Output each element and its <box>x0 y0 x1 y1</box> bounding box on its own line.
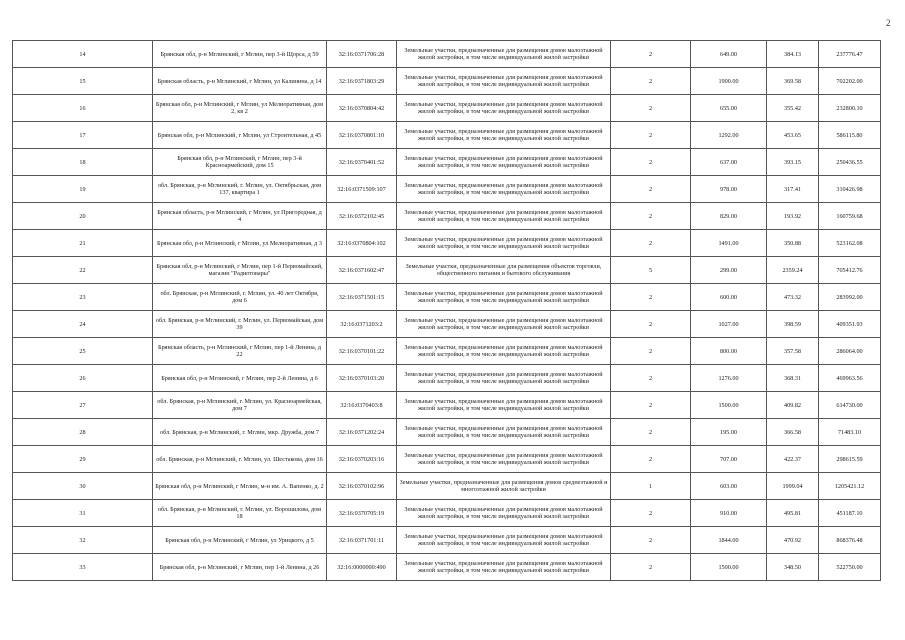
address-cell: Брянская обл, р-н Мглинский, г Мглин, ул Мелиоративная, д 3 <box>153 230 327 257</box>
address-cell: Брянская область, р-н Мглинский, г Мглин, ул Пригородная, д 4 <box>153 203 327 230</box>
cadastral-number-cell: 32:16:0370705:19 <box>327 500 397 527</box>
row-number: 29 <box>13 446 153 473</box>
group-code-cell: 2 <box>611 500 691 527</box>
table-row <box>13 554 881 581</box>
specific-value-cell: 369.58 <box>767 68 819 95</box>
specific-value-cell: 366.58 <box>767 419 819 446</box>
cadastral-number-cell: 32:16:0371203:2 <box>327 311 397 338</box>
specific-value-cell: 384.13 <box>767 41 819 68</box>
address-cell: Брянская обл, р-н Мглинский, г Мглин, м-н им. А. Вапенко, д. 2 <box>153 473 327 500</box>
area-cell: 1292.00 <box>691 122 767 149</box>
table-row <box>13 176 881 203</box>
table-row <box>13 95 881 122</box>
area-cell: 649.00 <box>691 41 767 68</box>
land-register-table <box>12 40 881 581</box>
permitted-use-cell: Земельные участки, предназначенные для размещения домов среднеэтажной и многоэтажной жилой застройки <box>397 473 611 500</box>
address-cell: обл. Брянская, р-н Мглинский, г. Мглин, ул. Первомайская, дом 39 <box>153 311 327 338</box>
cadastral-number-cell: 32:16:0370804:42 <box>327 95 397 122</box>
table-row <box>13 230 881 257</box>
specific-value-cell: 398.59 <box>767 311 819 338</box>
area-cell: 1027.00 <box>691 311 767 338</box>
row-number: 18 <box>13 149 153 176</box>
cadastral-number-cell: 32:16:0370401:52 <box>327 149 397 176</box>
page-number: 2 <box>886 18 891 28</box>
specific-value-cell: 357.58 <box>767 338 819 365</box>
group-code-cell: 2 <box>611 149 691 176</box>
row-number: 25 <box>13 338 153 365</box>
area-cell: 1491.00 <box>691 230 767 257</box>
table-row <box>13 446 881 473</box>
table-row <box>13 500 881 527</box>
permitted-use-cell: Земельные участки, предназначенные для размещения домов малоэтажной жилой застройки, в том числе индивидуальной жилой застройки <box>397 176 611 203</box>
cadastral-value-cell: 409351.93 <box>819 311 881 338</box>
permitted-use-cell: Земельные участки, предназначенные для размещения домов малоэтажной жилой застройки, в том числе индивидуальной жилой застройки <box>397 419 611 446</box>
area-cell: 655.00 <box>691 95 767 122</box>
address-cell: обл. Брянская, р-н Мглинский, г. Мглин, мкр. Дружба, дом 7 <box>153 419 327 446</box>
row-number: 33 <box>13 554 153 581</box>
cadastral-value-cell: 298615.59 <box>819 446 881 473</box>
specific-value-cell: 453.65 <box>767 122 819 149</box>
address-cell: Брянская обл, р-н Мглинский, г Мглин, пер 3-й Красноармейский, дом 15 <box>153 149 327 176</box>
address-cell: обл. Брянская, р-н Мглинский, г. Мглин, ул. Красноармейская, дом 7 <box>153 392 327 419</box>
permitted-use-cell: Земельные участки, предназначенные для размещения домов малоэтажной жилой застройки, в том числе индивидуальной жилой застройки <box>397 311 611 338</box>
row-number: 23 <box>13 284 153 311</box>
cadastral-value-cell: 702202.00 <box>819 68 881 95</box>
specific-value-cell: 348.50 <box>767 554 819 581</box>
address-cell: обл. Брянская, р-н Мглинский, г. Мглин, ул. Шестакова, дом 16 <box>153 446 327 473</box>
permitted-use-cell: Земельные участки, предназначенные для размещения домов малоэтажной жилой застройки, в том числе индивидуальной жилой застройки <box>397 149 611 176</box>
cadastral-number-cell: 32:16:0371501:15 <box>327 284 397 311</box>
permitted-use-cell: Земельные участки, предназначенные для размещения домов малоэтажной жилой застройки, в том числе индивидуальной жилой застройки <box>397 68 611 95</box>
cadastral-value-cell: 283992.00 <box>819 284 881 311</box>
permitted-use-cell: Земельные участки, предназначенные для размещения домов малоэтажной жилой застройки, в том числе индивидуальной жилой застройки <box>397 95 611 122</box>
address-cell: обл. Брянская, р-н Мглинский, г. Мглин, ул. Ворошилова, дом 18 <box>153 500 327 527</box>
group-code-cell: 2 <box>611 203 691 230</box>
area-cell: 1900.00 <box>691 68 767 95</box>
specific-value-cell: 350.88 <box>767 230 819 257</box>
area-cell: 299.00 <box>691 257 767 284</box>
table-row <box>13 338 881 365</box>
specific-value-cell: 470.92 <box>767 527 819 554</box>
cadastral-value-cell: 237776.47 <box>819 41 881 68</box>
cadastral-value-cell: 522750.00 <box>819 554 881 581</box>
permitted-use-cell: Земельные участки, предназначенные для размещения домов малоэтажной жилой застройки, в том числе индивидуальной жилой застройки <box>397 338 611 365</box>
specific-value-cell: 317.41 <box>767 176 819 203</box>
area-cell: 1500.00 <box>691 554 767 581</box>
specific-value-cell: 368.31 <box>767 365 819 392</box>
address-cell: Брянская обл, р-н Мглинский, г Мглин, пер 1-й Ленина, д 26 <box>153 554 327 581</box>
row-number: 15 <box>13 68 153 95</box>
area-cell: 829.00 <box>691 203 767 230</box>
area-cell: 978.00 <box>691 176 767 203</box>
table-row <box>13 203 881 230</box>
table-row <box>13 473 881 500</box>
group-code-cell: 2 <box>611 419 691 446</box>
address-cell: Брянская обл, р-н Мглинский, г Мглин, ул Строительная, д 45 <box>153 122 327 149</box>
row-number: 26 <box>13 365 153 392</box>
permitted-use-cell: Земельные участки, предназначенные для размещения домов малоэтажной жилой застройки, в том числе индивидуальной жилой застройки <box>397 284 611 311</box>
cadastral-value-cell: 1205421.12 <box>819 473 881 500</box>
permitted-use-cell: Земельные участки, предназначенные для размещения объектов торговли, общественного питания и бытового обслуживания <box>397 257 611 284</box>
group-code-cell: 2 <box>611 365 691 392</box>
group-code-cell: 2 <box>611 122 691 149</box>
permitted-use-cell: Земельные участки, предназначенные для размещения домов малоэтажной жилой застройки, в том числе индивидуальной жилой застройки <box>397 230 611 257</box>
table-row <box>13 257 881 284</box>
group-code-cell: 2 <box>611 392 691 419</box>
cadastral-value-cell: 868376.48 <box>819 527 881 554</box>
row-number: 31 <box>13 500 153 527</box>
specific-value-cell: 473.32 <box>767 284 819 311</box>
row-number: 24 <box>13 311 153 338</box>
area-cell: 910.00 <box>691 500 767 527</box>
group-code-cell: 2 <box>611 176 691 203</box>
cadastral-number-cell: 32:16:0370203:16 <box>327 446 397 473</box>
cadastral-value-cell: 705412.76 <box>819 257 881 284</box>
table-row <box>13 365 881 392</box>
cadastral-number-cell: 32:16:0371202:24 <box>327 419 397 446</box>
table-row <box>13 527 881 554</box>
group-code-cell: 5 <box>611 257 691 284</box>
permitted-use-cell: Земельные участки, предназначенные для размещения домов малоэтажной жилой застройки, в том числе индивидуальной жилой застройки <box>397 554 611 581</box>
cadastral-number-cell: 32:16:0371602:47 <box>327 257 397 284</box>
address-cell: Брянская обл, р-н Мглинский, г Мглин, пер 3-й Щорса, д 59 <box>153 41 327 68</box>
area-cell: 800.00 <box>691 338 767 365</box>
table-row <box>13 311 881 338</box>
area-cell: 603.00 <box>691 473 767 500</box>
permitted-use-cell: Земельные участки, предназначенные для размещения домов малоэтажной жилой застройки, в том числе индивидуальной жилой застройки <box>397 392 611 419</box>
specific-value-cell: 409.82 <box>767 392 819 419</box>
specific-value-cell: 355.42 <box>767 95 819 122</box>
cadastral-value-cell: 71483.10 <box>819 419 881 446</box>
area-cell: 707.00 <box>691 446 767 473</box>
row-number: 20 <box>13 203 153 230</box>
group-code-cell: 2 <box>611 68 691 95</box>
cadastral-value-cell: 586115.80 <box>819 122 881 149</box>
row-number: 32 <box>13 527 153 554</box>
address-cell: обл. Брянская, р-н Мглинский, г. Мглин, ул. 40 лет Октября, дом 6 <box>153 284 327 311</box>
cadastral-value-cell: 523162.08 <box>819 230 881 257</box>
cadastral-number-cell: 32:16:0371803:29 <box>327 68 397 95</box>
row-number: 30 <box>13 473 153 500</box>
row-number: 22 <box>13 257 153 284</box>
cadastral-number-cell: 32:16:0370403:8 <box>327 392 397 419</box>
specific-value-cell: 1999.04 <box>767 473 819 500</box>
table-row <box>13 41 881 68</box>
permitted-use-cell: Земельные участки, предназначенные для размещения домов малоэтажной жилой застройки, в том числе индивидуальной жилой застройки <box>397 203 611 230</box>
group-code-cell: 2 <box>611 527 691 554</box>
address-cell: Брянская область, р-н Мглинский, г Мглин, ул Калинина, д 14 <box>153 68 327 95</box>
address-cell: Брянская область, р-н Мглинский, г Мглин, пер 1-й Ленина, д 22 <box>153 338 327 365</box>
cadastral-value-cell: 614730.00 <box>819 392 881 419</box>
area-cell: 637.00 <box>691 149 767 176</box>
cadastral-number-cell: 32:16:0371706:28 <box>327 41 397 68</box>
area-cell: 600.00 <box>691 284 767 311</box>
specific-value-cell: 393.15 <box>767 149 819 176</box>
row-number: 16 <box>13 95 153 122</box>
table-row <box>13 392 881 419</box>
row-number: 27 <box>13 392 153 419</box>
specific-value-cell: 193.92 <box>767 203 819 230</box>
address-cell: Брянская обл, р-н Мглинский, г Мглин, ул Мелиоративная, дом 2, кв 2 <box>153 95 327 122</box>
group-code-cell: 2 <box>611 446 691 473</box>
cadastral-number-cell: 32:16:0370801:10 <box>327 122 397 149</box>
address-cell: Брянская обл, р-н Мглинский, г Мглин, пер 1-й Первомайский, магазин "Радиотовары" <box>153 257 327 284</box>
table-row <box>13 122 881 149</box>
specific-value-cell: 2359.24 <box>767 257 819 284</box>
cadastral-value-cell: 286064.00 <box>819 338 881 365</box>
row-number: 28 <box>13 419 153 446</box>
cadastral-number-cell: 32:16:0370102:96 <box>327 473 397 500</box>
cadastral-number-cell: 32:16:0370101:22 <box>327 338 397 365</box>
cadastral-value-cell: 250436.55 <box>819 149 881 176</box>
cadastral-number-cell: 32:16:0000000:490 <box>327 554 397 581</box>
cadastral-number-cell: 32:16:0371701:11 <box>327 527 397 554</box>
group-code-cell: 2 <box>611 554 691 581</box>
cadastral-number-cell: 32:16:0371509:107 <box>327 176 397 203</box>
area-cell: 1276.00 <box>691 365 767 392</box>
table-row <box>13 149 881 176</box>
cadastral-value-cell: 160759.68 <box>819 203 881 230</box>
permitted-use-cell: Земельные участки, предназначенные для размещения домов малоэтажной жилой застройки, в том числе индивидуальной жилой застройки <box>397 122 611 149</box>
area-cell: 1844.00 <box>691 527 767 554</box>
cadastral-number-cell: 32:16:0370804:102 <box>327 230 397 257</box>
permitted-use-cell: Земельные участки, предназначенные для размещения домов малоэтажной жилой застройки, в том числе индивидуальной жилой застройки <box>397 527 611 554</box>
group-code-cell: 1 <box>611 473 691 500</box>
row-number: 19 <box>13 176 153 203</box>
table-row <box>13 419 881 446</box>
address-cell: обл. Брянская, р-н Мглинский, г. Мглин, ул. Октябрьская, дом 137, квартира 1 <box>153 176 327 203</box>
area-cell: 1500.00 <box>691 392 767 419</box>
row-number: 21 <box>13 230 153 257</box>
table-row <box>13 68 881 95</box>
permitted-use-cell: Земельные участки, предназначенные для размещения домов малоэтажной жилой застройки, в том числе индивидуальной жилой застройки <box>397 446 611 473</box>
cadastral-value-cell: 232800.10 <box>819 95 881 122</box>
specific-value-cell: 495.81 <box>767 500 819 527</box>
area-cell: 195.00 <box>691 419 767 446</box>
permitted-use-cell: Земельные участки, предназначенные для размещения домов малоэтажной жилой застройки, в том числе индивидуальной жилой застройки <box>397 365 611 392</box>
cadastral-value-cell: 469963.56 <box>819 365 881 392</box>
cadastral-value-cell: 310426.98 <box>819 176 881 203</box>
cadastral-number-cell: 32:16:0372102:45 <box>327 203 397 230</box>
row-number: 14 <box>13 41 153 68</box>
group-code-cell: 2 <box>611 230 691 257</box>
group-code-cell: 2 <box>611 95 691 122</box>
group-code-cell: 2 <box>611 338 691 365</box>
address-cell: Брянская обл, р-н Мглинский, г Мглин, пер 2-й Ленина, д 6 <box>153 365 327 392</box>
table-row <box>13 284 881 311</box>
group-code-cell: 2 <box>611 284 691 311</box>
cadastral-value-cell: 451187.10 <box>819 500 881 527</box>
permitted-use-cell: Земельные участки, предназначенные для размещения домов малоэтажной жилой застройки, в том числе индивидуальной жилой застройки <box>397 500 611 527</box>
address-cell: Брянская обл, р-н Мглинский, г Мглин, ул Урицкого, д 5 <box>153 527 327 554</box>
specific-value-cell: 422.37 <box>767 446 819 473</box>
permitted-use-cell: Земельные участки, предназначенные для размещения домов малоэтажной жилой застройки, в том числе индивидуальной жилой застройки <box>397 41 611 68</box>
row-number: 17 <box>13 122 153 149</box>
group-code-cell: 2 <box>611 311 691 338</box>
group-code-cell: 2 <box>611 41 691 68</box>
cadastral-number-cell: 32:16:0370103:20 <box>327 365 397 392</box>
